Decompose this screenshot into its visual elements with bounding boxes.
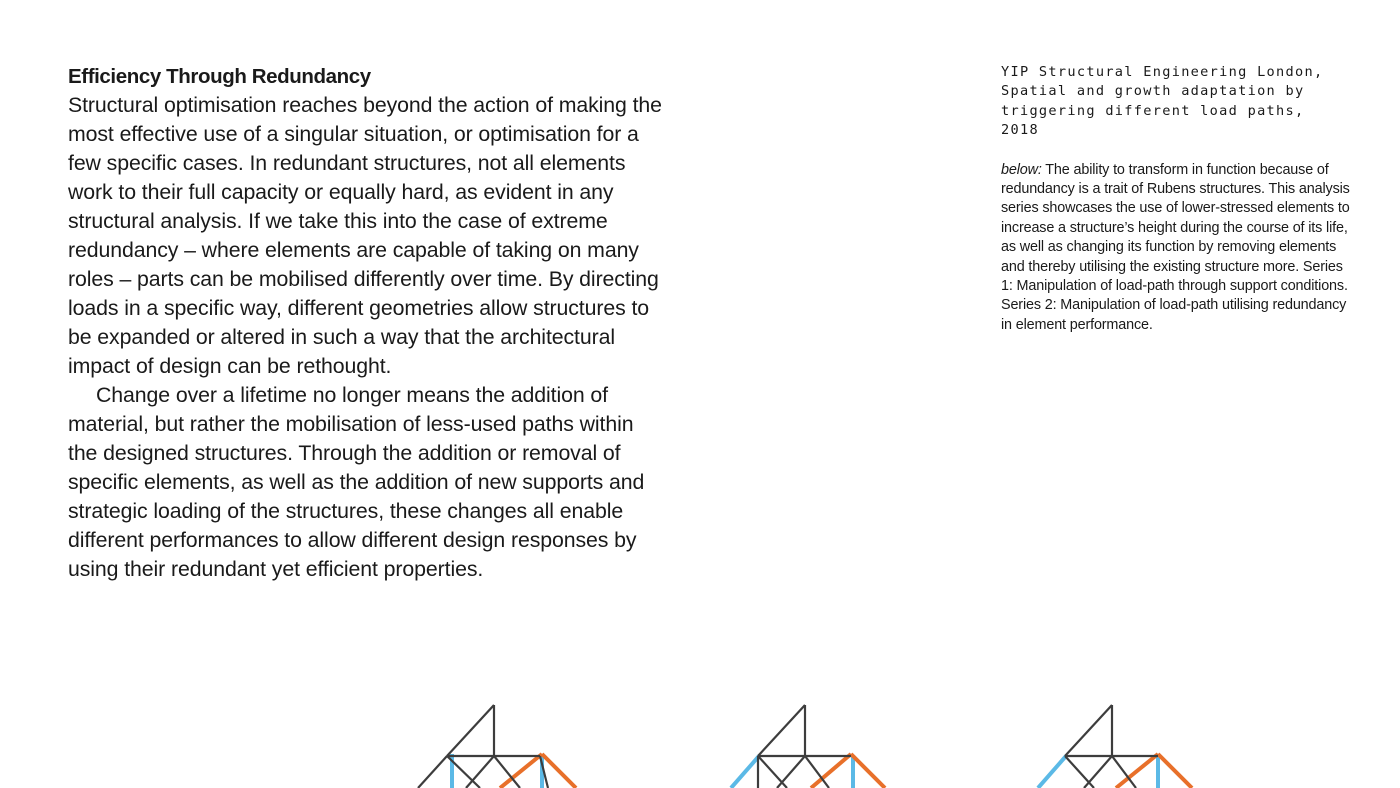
truss-diagrams <box>0 690 1400 788</box>
section-heading: Efficiency Through Redundancy <box>68 65 371 88</box>
truss-diagram-2 <box>731 705 885 788</box>
sidebar-column <box>1001 63 1361 335</box>
image-credit: YIP Structural Engineering London, Spatial and growth adaptation by triggering different load paths, 2018 <box>1001 64 1324 139</box>
body-paragraph-2: Change over a lifetime no longer means the addition of material, but rather the mobilisation of less-used paths within the designed structures. Through the addition or removal of specific elements, as well as the addition of new supports and strategic loading of the structures, these changes all enable different performances to allow different design responses by using their redundant yet efficient properties. <box>68 383 645 581</box>
truss-diagram-3 <box>1038 705 1192 788</box>
body-paragraph-1: Structural optimisation reaches beyond the action of making the most effective use of a singular situation, or optimisation for a few specific cases. In redundant structures, not all elements work to their full capacity or equally hard, as evident in any structural analysis. If we take this into the case of extreme redundancy – where elements are capable of taking on many roles – parts can be mobilised differently over time. By directing loads in a specific way, different geometries allow structures to be expanded or altered in such a way that the architectural impact of design can be rethought. <box>68 93 662 378</box>
truss-diagram-1 <box>418 705 576 788</box>
main-text-column <box>68 62 668 584</box>
caption-lead: below: <box>1001 161 1042 178</box>
figure-caption <box>1001 161 1355 336</box>
caption-body: The ability to transform in function because of redundancy is a trait of Rubens structures. This analysis series showcases the use of lower-stressed elements to increase a structure’s height during the course of its life, as well as changing its function by removing elements and thereby utilising the existing structure more. Series 1: Manipulation of load-path through support conditions. Series 2: Manipulation of load-path utilising redundancy in element performance. <box>1001 161 1350 333</box>
